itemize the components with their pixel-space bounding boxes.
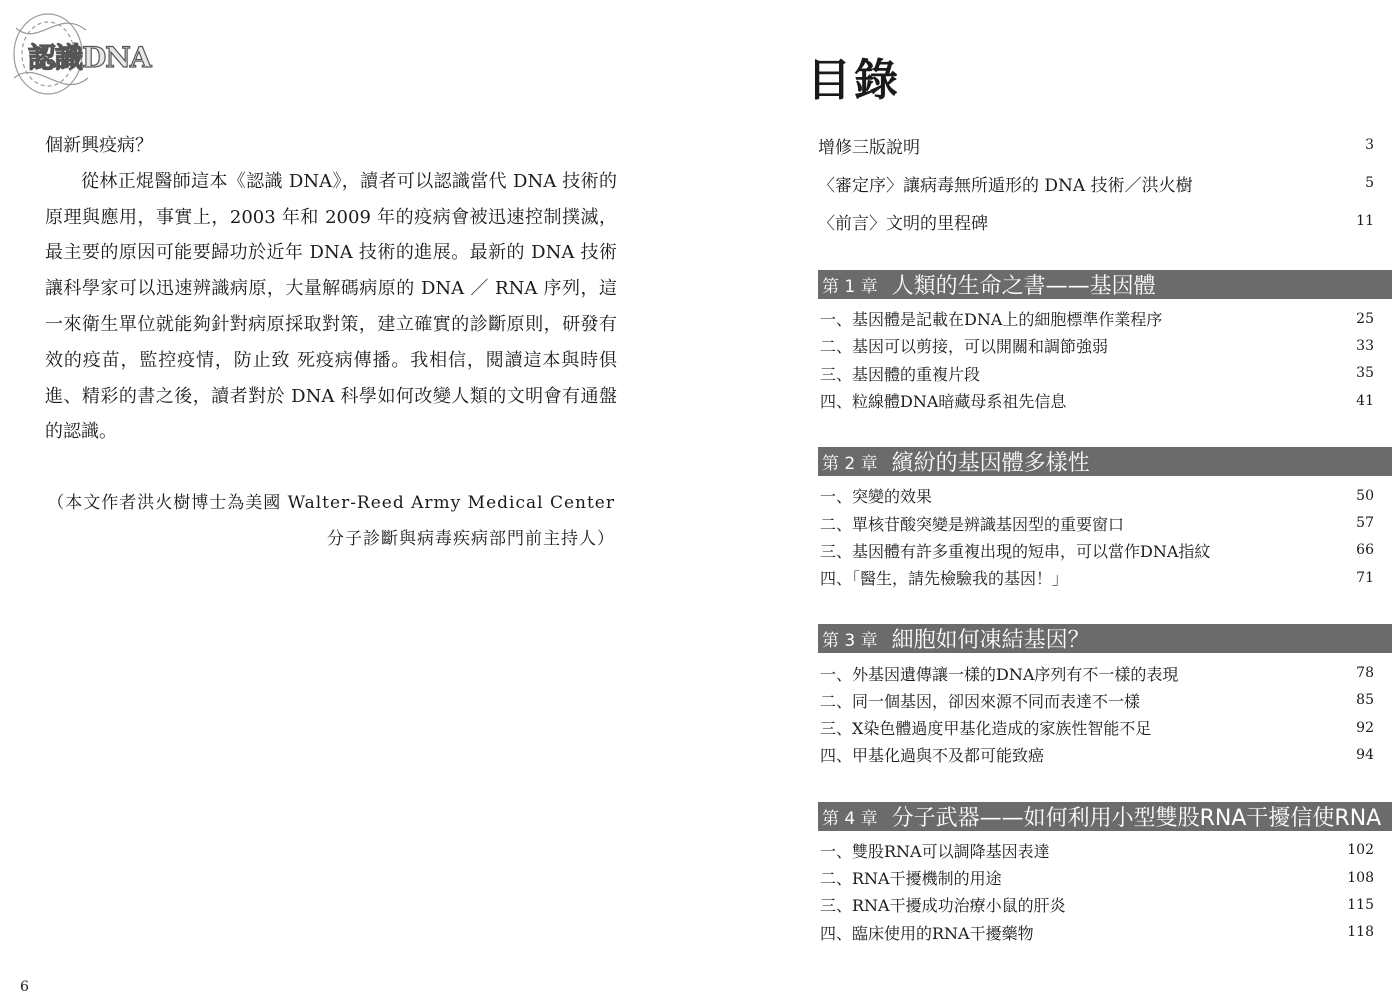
section-page: 41 (1356, 392, 1374, 409)
section-page: 71 (1356, 569, 1374, 586)
section-page: 50 (1356, 487, 1374, 504)
section-page: 66 (1356, 542, 1374, 559)
toc-section[interactable] (818, 360, 1392, 387)
toc-section[interactable] (818, 891, 1392, 918)
chapter-title: 分子武器——如何利用小型雙股RNA干擾信使RNA (891, 805, 1382, 831)
logo-text: 認識DNA (28, 41, 151, 74)
section-page: 108 (1347, 869, 1374, 886)
toc-entry[interactable] (818, 164, 1392, 202)
section-page: 33 (1356, 337, 1374, 354)
toc-entry-title: 〈審定序〉讓病毒無所遁形的 DNA 技術／洪火樹 (818, 175, 1193, 196)
attribution-line: （本文作者洪火樹博士為美國 Walter-Reed Army Medical Center (47, 493, 615, 513)
toc-section[interactable] (818, 687, 1392, 714)
chapter-number: 第 4 章 (822, 808, 878, 829)
chapter-header[interactable] (818, 447, 1392, 476)
section-page: 102 (1347, 842, 1374, 859)
toc-entry-title: 增修三版說明 (818, 137, 920, 158)
toc-entry-title: 〈前言〉文明的里程碑 (818, 213, 988, 234)
toc-section[interactable] (818, 332, 1392, 359)
toc-section[interactable] (818, 537, 1392, 564)
preface-body (45, 128, 617, 450)
chapter-header[interactable] (818, 802, 1392, 831)
chapter-number: 第 1 章 (822, 277, 878, 297)
toc-section[interactable] (818, 482, 1392, 509)
section-title: 二、同一個基因，卻因來源不同而表達不一樣 (820, 691, 1141, 711)
section-page: 25 (1356, 310, 1374, 327)
toc-section[interactable] (818, 659, 1392, 686)
toc-section[interactable] (818, 837, 1392, 864)
attribution-line: 分子診斷與病毒疾病部門前主持人） (327, 529, 615, 549)
paragraph: 個新興疫病？ (45, 135, 153, 156)
toc-entry-page: 11 (1356, 213, 1374, 229)
section-title: 一、雙股RNA可以調降基因表達 (820, 841, 1050, 861)
chapter-block (818, 802, 1392, 946)
section-title: 一、基因體是記載在DNA上的細胞標準作業程序 (820, 310, 1163, 330)
toc-entry-page: 5 (1365, 175, 1374, 191)
toc-section[interactable] (818, 741, 1392, 768)
section-page: 85 (1356, 692, 1374, 709)
table-of-contents (818, 126, 1392, 946)
toc-section[interactable] (818, 564, 1392, 591)
paragraph: 從林正焜醫師這本《認識 DNA》，讀者可以認識當代 DNA 技術的原理與應用，事實上，2003 年和 2009 年的疫病會被迅速控制撲滅，最主要的原因可能要歸功於近年 DNA 技術的進展。最新的 DNA 技術讓科學家可以迅速辨識病原，大量解碼病原的 DNA ／ RNA 序列，這一來衛生單位就能夠針對病原採取對策，建立確實的診斷原則，研發有效的疫苗，監控疫情，防止致 死疫病傳播。我相信，閱讀這本與時俱進、精彩的書之後，讀者對於 DNA 科學如何改變人類的文明會有通盤的認識。 (45, 170, 617, 443)
section-title: 二、RNA干擾機制的用途 (820, 869, 1002, 888)
toc-section[interactable] (818, 918, 1392, 945)
chapter-title: 人類的生命之書——基因體 (891, 274, 1156, 299)
section-page: 57 (1356, 515, 1374, 532)
section-page: 35 (1356, 365, 1374, 382)
section-page: 92 (1356, 719, 1374, 736)
chapter-title: 繽紛的基因體多樣性 (891, 451, 1090, 477)
section-page: 78 (1356, 665, 1374, 682)
toc-entry-page: 3 (1365, 137, 1374, 153)
author-attribution (45, 485, 615, 557)
section-page: 115 (1347, 896, 1374, 913)
section-title: 四、甲基化過與不及都可能致癌 (820, 746, 1045, 766)
section-title: 三、RNA干擾成功治療小鼠的肝炎 (820, 896, 1066, 916)
chapter-number: 第 3 章 (822, 631, 878, 652)
section-title: 二、基因可以剪接，可以開關和調節強弱 (820, 337, 1109, 357)
chapter-block (818, 624, 1392, 768)
chapter-header[interactable] (818, 624, 1392, 653)
toc-entry[interactable] (818, 202, 1392, 240)
section-title: 四、「醫生，請先檢驗我的基因！」 (820, 569, 1069, 589)
toc-section[interactable] (818, 509, 1392, 536)
chapter-title: 細胞如何凍結基因？ (891, 628, 1090, 654)
toc-entry[interactable] (818, 126, 1392, 164)
section-title: 一、外基因遺傳讓一樣的DNA序列有不一樣的表現 (820, 664, 1179, 684)
chapter-block (818, 447, 1392, 591)
section-title: 四、粒線體DNA暗藏母系祖先信息 (820, 392, 1067, 412)
chapter-block (818, 270, 1392, 414)
toc-section[interactable] (818, 714, 1392, 741)
section-title: 一、突變的效果 (820, 487, 933, 507)
toc-section[interactable] (818, 305, 1392, 332)
chapter-header[interactable] (818, 270, 1392, 299)
section-page: 118 (1347, 924, 1374, 941)
chapter-number: 第 2 章 (822, 454, 878, 475)
toc-section[interactable] (818, 864, 1392, 891)
section-title: 三、基因體的重複片段 (820, 364, 981, 384)
book-logo (8, 8, 168, 100)
section-title: 三、X染色體過度甲基化造成的家族性智能不足 (820, 719, 1152, 739)
section-title: 三、基因體有許多重複出現的短串，可以當作DNA指紋 (820, 541, 1211, 561)
toc-title: 目錄 (807, 55, 901, 106)
page-number: 6 (20, 979, 29, 995)
toc-section[interactable] (818, 387, 1392, 414)
section-title: 四、臨床使用的RNA干擾藥物 (820, 923, 1034, 943)
section-title: 二、單核苷酸突變是辨識基因型的重要窗口 (820, 514, 1125, 534)
section-page: 94 (1356, 746, 1374, 763)
